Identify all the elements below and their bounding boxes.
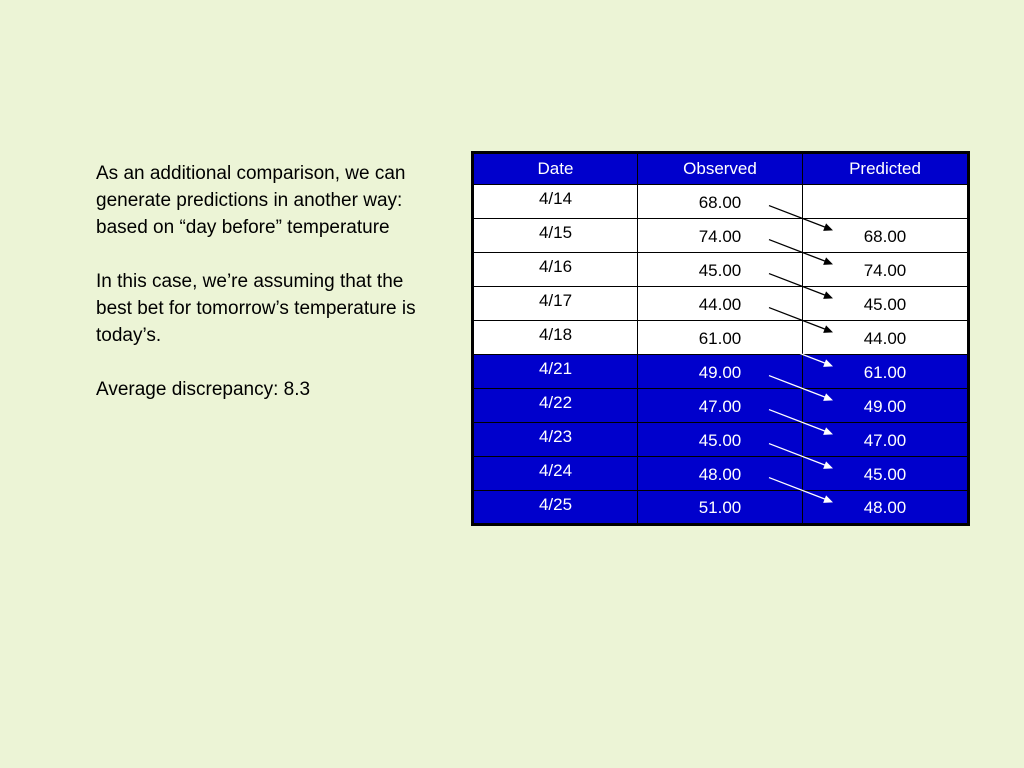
observed-cell: 45.00 <box>638 423 803 457</box>
predicted-cell: 74.00 <box>803 253 969 287</box>
table-row <box>473 321 969 355</box>
date-cell: 4/17 <box>473 287 638 321</box>
observed-cell: 48.00 <box>638 457 803 491</box>
table-row <box>473 253 969 287</box>
observed-cell: 47.00 <box>638 389 803 423</box>
predicted-cell: 48.00 <box>803 491 969 525</box>
table-header-row <box>473 153 969 185</box>
date-cell: 4/21 <box>473 355 638 389</box>
table-row <box>473 185 969 219</box>
observed-cell: 51.00 <box>638 491 803 525</box>
predicted-cell: 44.00 <box>803 321 969 355</box>
predicted-cell: 61.00 <box>803 355 969 389</box>
observed-cell: 44.00 <box>638 287 803 321</box>
observed-cell: 68.00 <box>638 185 803 219</box>
date-cell: 4/22 <box>473 389 638 423</box>
date-cell: 4/23 <box>473 423 638 457</box>
explanation-text <box>96 160 441 430</box>
table-row <box>473 457 969 491</box>
paragraph-day-before: As an additional comparison, we can generate predictions in another way: based on “day before” temperature <box>96 163 406 238</box>
date-cell: 4/18 <box>473 321 638 355</box>
table-row <box>473 389 969 423</box>
predicted-cell <box>803 185 969 219</box>
table-row <box>473 491 969 525</box>
header-date: Date <box>473 153 638 185</box>
header-observed: Observed <box>638 153 803 185</box>
paragraph-assumption: In this case, we’re assuming that the best bet for tomorrow’s temperature is today’s. <box>96 271 416 346</box>
header-predicted: Predicted <box>803 153 969 185</box>
table-row <box>473 355 969 389</box>
predicted-cell: 49.00 <box>803 389 969 423</box>
observed-cell: 74.00 <box>638 219 803 253</box>
date-cell: 4/25 <box>473 491 638 525</box>
table-row <box>473 219 969 253</box>
predicted-cell: 68.00 <box>803 219 969 253</box>
predicted-cell: 45.00 <box>803 287 969 321</box>
table-row <box>473 423 969 457</box>
date-cell: 4/24 <box>473 457 638 491</box>
observed-cell: 45.00 <box>638 253 803 287</box>
table-row <box>473 287 969 321</box>
temperature-table <box>471 151 970 526</box>
observed-cell: 61.00 <box>638 321 803 355</box>
predicted-cell: 47.00 <box>803 423 969 457</box>
date-cell: 4/14 <box>473 185 638 219</box>
predicted-cell: 45.00 <box>803 457 969 491</box>
paragraph-average-discrepancy: Average discrepancy: 8.3 <box>96 379 311 400</box>
date-cell: 4/16 <box>473 253 638 287</box>
temperature-table-container <box>471 151 967 526</box>
observed-cell: 49.00 <box>638 355 803 389</box>
date-cell: 4/15 <box>473 219 638 253</box>
